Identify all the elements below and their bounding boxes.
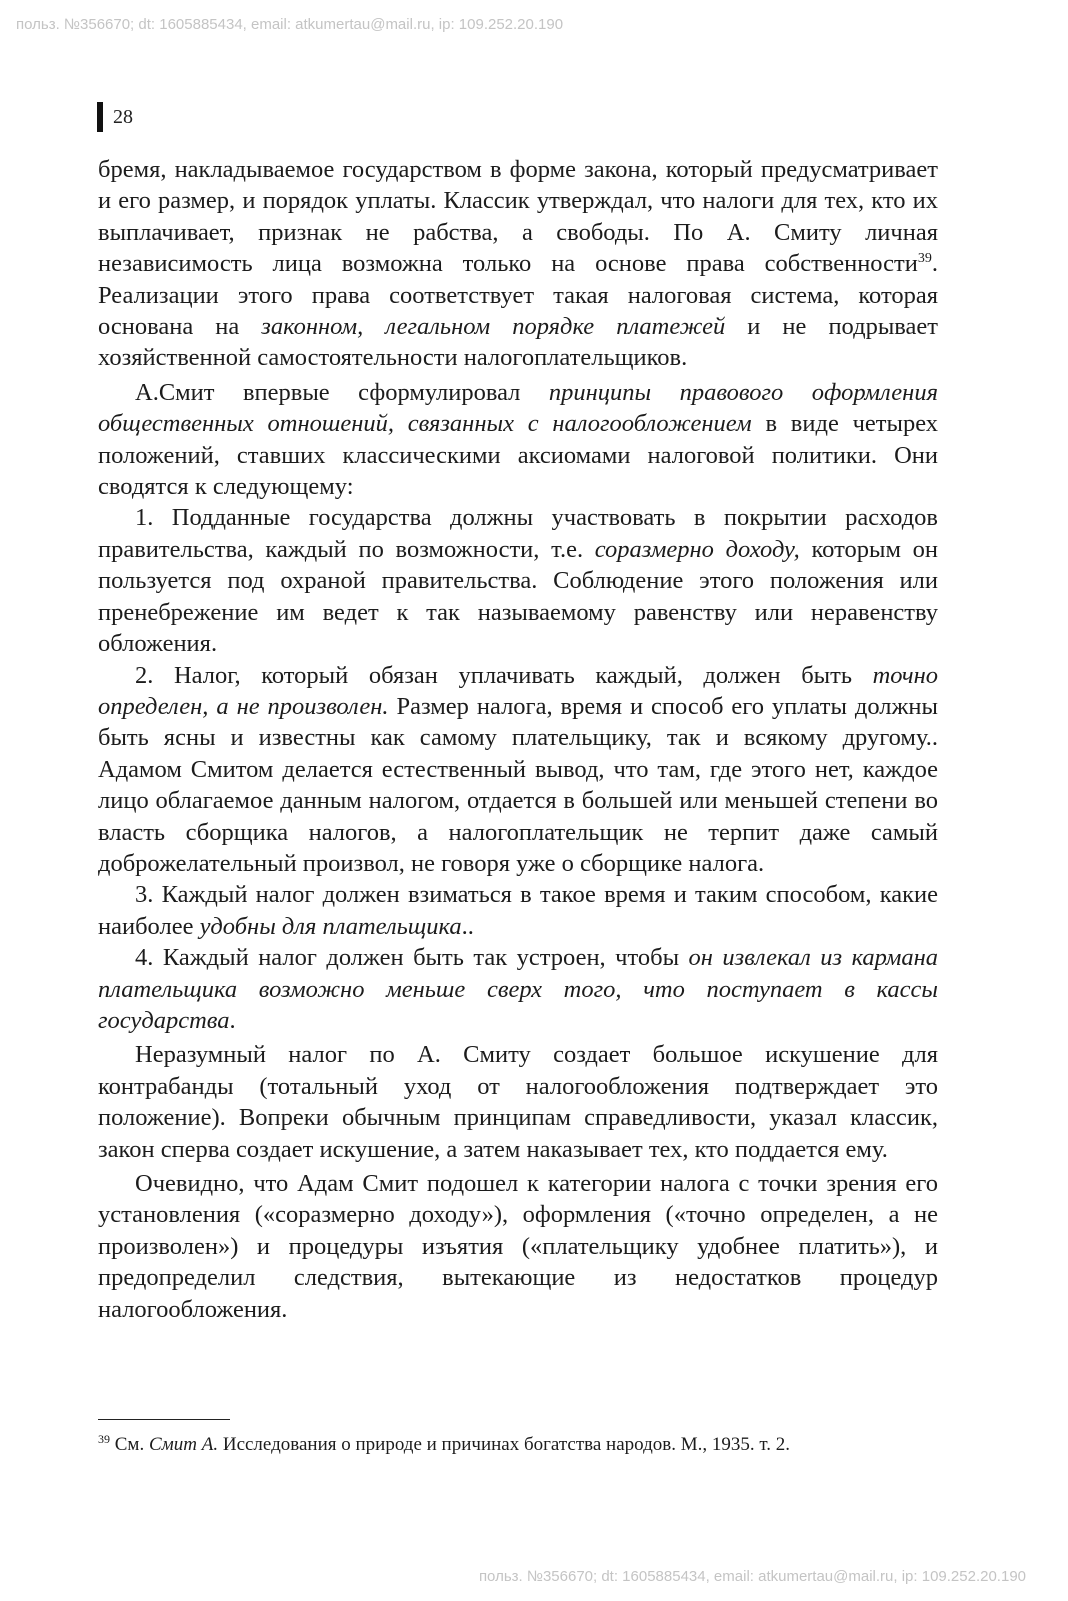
page-marker-bar: [97, 102, 103, 132]
text-run: Исследования о природе и причинах богатства народов. М., 1935. т. 2.: [218, 1434, 790, 1455]
paragraph-4: Очевидно, что Адам Смит подошел к категории налога с точки зрения его установления («соразмерно доходу»), оформления («точно определен, а не произволен») и процедуры изъятия («плательщику удобнее платить»), и предопределил следствия, вытекающие из недостатков процедур налогообложения.: [98, 1170, 938, 1323]
list-item-2: [98, 660, 938, 880]
page-header: [97, 102, 133, 132]
text-run: См.: [110, 1434, 149, 1455]
list-item-3: [98, 879, 938, 942]
main-text: [98, 154, 938, 1325]
footnote-ref: 39: [917, 251, 932, 267]
emphasis: Смит А.: [148, 1434, 219, 1455]
text-run: 3. Каждый налог должен взиматься в такое время и таким способом, какие наиболее: [98, 881, 938, 940]
text-run: .: [229, 1006, 236, 1034]
text-run: ..: [461, 912, 474, 940]
list-item-4: [98, 942, 938, 1036]
list-item-1: [98, 502, 938, 659]
text-run: 1. Подданные государства должны участвовать в покрытии расходов правительства, каждый по возможности, т.е.: [98, 504, 938, 563]
text-run: 2. Налог, который обязан уплачивать каждый, должен быть: [135, 661, 873, 689]
footnote-marker: 39: [98, 1432, 110, 1446]
paragraph-1: [98, 154, 938, 374]
paragraph-3: Неразумный налог по А. Смиту создает большое искушение для контрабанды (тотальный уход от налогообложения подтверждает это положение). Вопреки обычным принципам справедливости, указал классик, закон сперва создает искушение, а затем наказывает тех, кто поддается ему.: [98, 1041, 938, 1163]
text-run: в виде четырех положений, ставших классическими аксиомами налоговой политики. Они сводятся к следующему:: [98, 410, 938, 501]
emphasis: принципы правового оформления общественных отношений, связанных с налогообложением: [98, 378, 938, 438]
emphasis: точно определен, а не произволен.: [98, 661, 938, 720]
text-run: бремя, накладываемое государством в форме закона, который предусматривает и его размер, и порядок уплаты. Классик утверждал, что налоги для тех, кто их выплачивает, признак не рабства, а свободы. По А. Смиту личная независимость лица возможна только на основе права собственности: [98, 156, 938, 278]
text-run: которым он пользуется под охраной правительства. Соблюдение этого положения или пренебрежение им ведет к так называемому равенству или неравенству обложения.: [98, 535, 939, 658]
emphasis: законном, легальном порядке платежей: [261, 313, 726, 341]
watermark-top: польз. №356670; dt: 1605885434, email: atkumertau@mail.ru, ip: 109.252.20.190: [16, 16, 564, 33]
text-run: А.Смит впервые сформулировал: [135, 378, 549, 406]
watermark-bottom: польз. №356670; dt: 1605885434, email: atkumertau@mail.ru, ip: 109.252.20.190: [478, 1568, 1026, 1585]
footnote: [98, 1432, 938, 1458]
text-run: и не подрывает хозяйственной самостоятельности налогоплательщиков.: [98, 313, 938, 372]
emphasis: удобны для плательщика: [199, 912, 462, 940]
emphasis: соразмерно доходу,: [594, 535, 800, 563]
text-run: Размер налога, время и способ его уплаты должны быть ясны и известны как самому плательщику, так и всякому другому.. Адамом Смитом делается естественный вывод, что там, где этого нет, каждое лицо облагаемое данным налогом, отдается в большей или меньшей степени во власть сборщика налогов, а налогоплательщик не терпит даже самый доброжелательный произвол, не говоря уже о сборщике налога.: [98, 692, 939, 877]
paragraph-2: [98, 377, 938, 503]
page-number: 28: [113, 105, 133, 128]
text-run: . Реализации этого права соответствует такая налоговая система, которая основана на: [98, 250, 938, 341]
footnote-divider: [98, 1419, 230, 1420]
emphasis: он извлекал из кармана плательщика возможно меньше сверх того, что поступает в кассы государства: [98, 944, 938, 1034]
text-run: 4. Каждый налог должен быть так устроен, чтобы: [135, 944, 689, 972]
